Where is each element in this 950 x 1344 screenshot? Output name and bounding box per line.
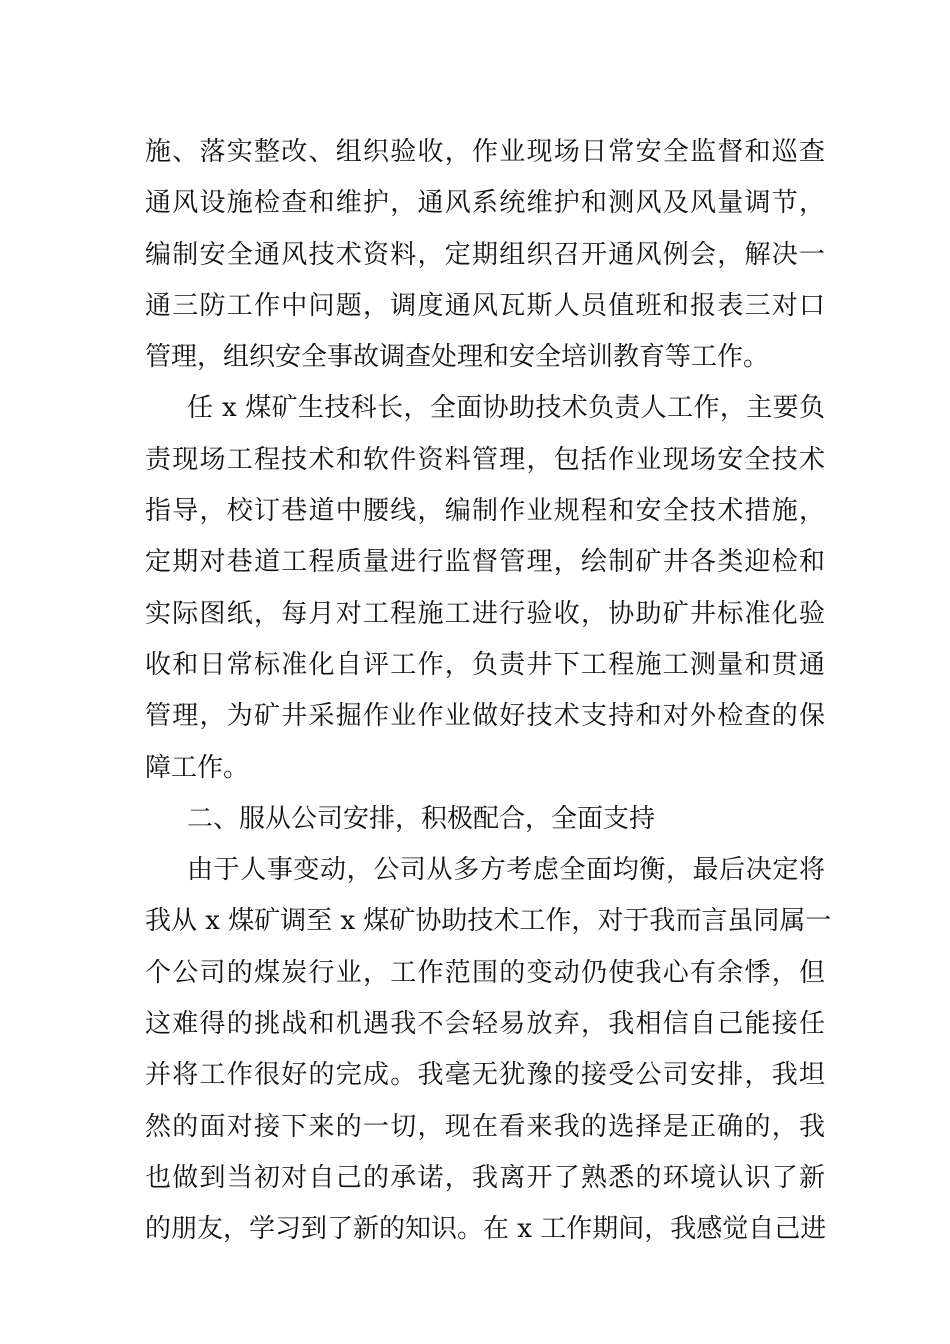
- text-line: 收和日常标准化自评工作，负责井下工程施工测量和贯通: [145, 649, 825, 680]
- text-line: 然的面对接下来的一切，现在看来我的选择是正确的，我: [145, 1111, 825, 1142]
- text-line: 实际图纸，每月对工程施工进行验收，协助矿井标准化验: [145, 598, 825, 629]
- section-heading: 二、服从公司安排，积极配合，全面支持: [187, 803, 656, 834]
- text-line: 管理，组织安全事故调查处理和安全培训教育等工作。: [145, 342, 770, 373]
- text-line: 通三防工作中问题，调度通风瓦斯人员值班和报表三对口: [145, 290, 825, 321]
- text-line: 管理，为矿井采掘作业作业做好技术支持和对外检查的保: [145, 701, 825, 732]
- text-line: 编制安全通风技术资料，定期组织召开通风例会，解决一: [145, 239, 825, 270]
- text-line: 也做到当初对自己的承诺，我离开了熟悉的环境认识了新: [145, 1162, 825, 1193]
- text-line: 施、落实整改、组织验收，作业现场日常安全监督和巡查: [145, 137, 825, 167]
- text-line: 通风设施检查和维护，通风系统维护和测风及风量调节，: [145, 188, 825, 219]
- text-line: 这难得的挑战和机遇我不会轻易放弃，我相信自己能接任: [145, 1009, 825, 1040]
- text-line: 障工作。: [145, 752, 250, 783]
- text-line: 责现场工程技术和软件资料管理，包括作业现场安全技术: [145, 444, 825, 475]
- text-line: 指导，校订巷道中腰线，编制作业规程和安全技术措施，: [145, 496, 825, 527]
- paragraph-first-line: 任 x 煤矿生技科长，全面协助技术负责人工作，主要负: [187, 393, 825, 424]
- text-line: 定期对巷道工程质量进行监督管理，绘制矿井各类迎检和: [145, 547, 825, 578]
- text-line: 我从 x 煤矿调至 x 煤矿协助技术工作，对于我而言虽同属一: [145, 906, 832, 937]
- body-text: [145, 128, 832, 1257]
- paragraph-first-line: 由于人事变动，公司从多方考虑全面均衡，最后决定将: [187, 855, 825, 886]
- text-line: 并将工作很好的完成。我毫无犹豫的接受公司安排，我坦: [145, 1060, 825, 1091]
- text-line: 个公司的煤炭行业，工作范围的变动仍使我心有余悸，但: [145, 957, 825, 988]
- text-line: 的朋友，学习到了新的知识。在 x 工作期间，我感觉自己进: [145, 1214, 827, 1245]
